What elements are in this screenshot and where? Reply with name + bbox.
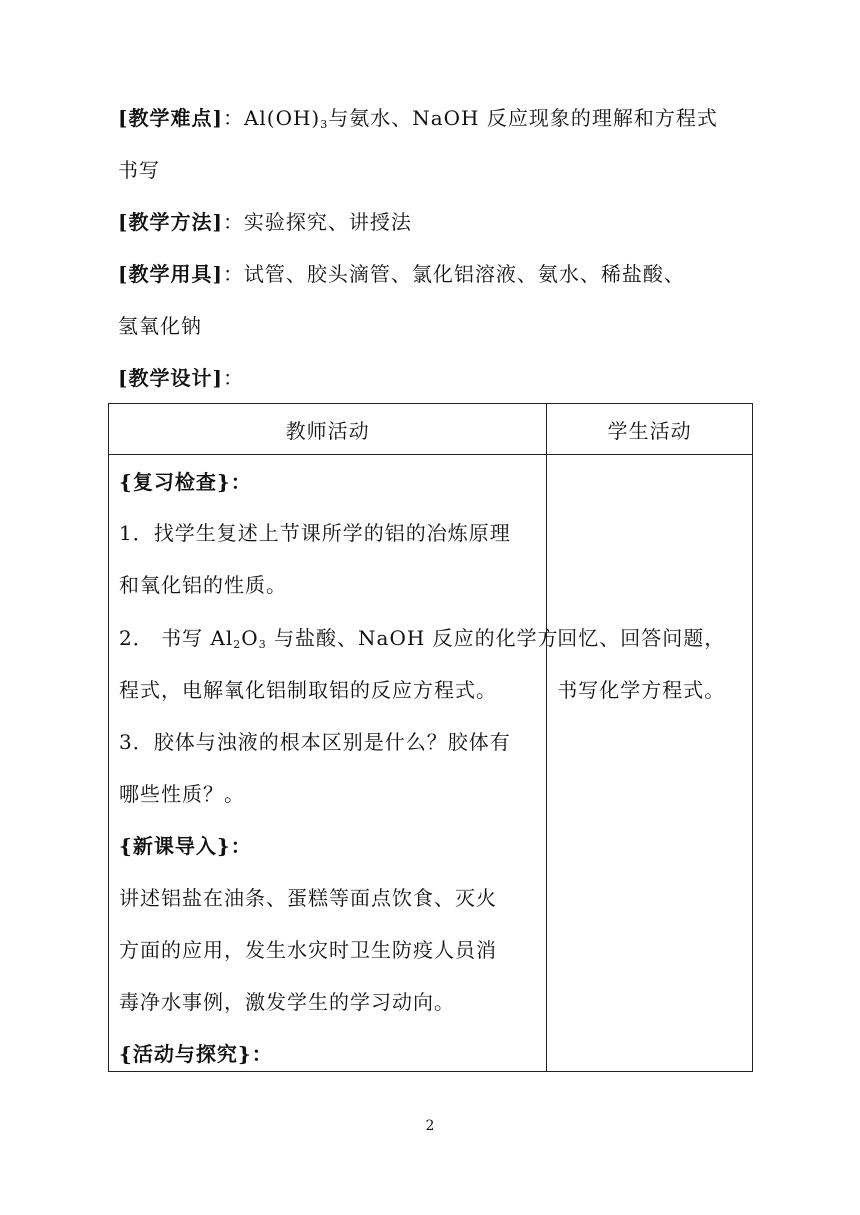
header-student-activity: 学生活动	[547, 404, 753, 455]
student-line-1: 回忆、回答问题，	[557, 626, 726, 650]
method-text: ：实验探究、讲授法	[222, 210, 412, 234]
subscript: 3	[320, 118, 329, 131]
subscript: 2	[233, 638, 242, 651]
header-teacher-activity: 教师活动	[109, 404, 547, 455]
item2-text-o: O	[241, 626, 259, 650]
design-colon: ：	[222, 366, 244, 390]
review-title: {复习检查}：	[119, 470, 252, 494]
review-item-1-line-2: 和氧化铝的性质。	[119, 573, 287, 597]
item2-text-a: 2． 书写 Al	[119, 626, 234, 650]
review-item-3-line-2: 哪些性质？。	[119, 782, 245, 806]
review-item-1-line-1: 1．找学生复述上节课所学的铝的冶炼原理	[119, 521, 511, 545]
difficulty-label: [教学难点]	[118, 106, 223, 130]
teacher-activity-cell	[109, 455, 559, 1072]
difficulty-line	[118, 105, 760, 131]
method-label: [教学方法]	[118, 210, 223, 234]
tools-line	[118, 261, 760, 287]
activity-title: {活动与探究}：	[119, 1042, 273, 1066]
difficulty-text-b: 与氨水、NaOH 反应现象的理解和方程式	[328, 106, 718, 130]
intro-line-3: 毒净水事例，激发学生的学习动向。	[119, 990, 455, 1014]
page-number: 2	[425, 1118, 435, 1134]
tools-label: [教学用具]	[118, 262, 223, 286]
review-item-2-line-2: 程式，电解氧化铝制取铝的反应方程式。	[119, 678, 497, 702]
intro-line-1: 讲述铝盐在油条、蛋糕等面点饮食、灭火	[119, 886, 497, 910]
difficulty-text-a: Al(OH)	[243, 106, 321, 130]
student-line-2: 书写化学方程式。	[557, 678, 726, 702]
review-item-3-line-1: 3．胶体与浊液的根本区别是什么？胶体有	[119, 730, 511, 754]
review-item-2-line-1	[119, 625, 559, 651]
subscript: 3	[258, 638, 267, 651]
difficulty-line-2: 书写	[118, 158, 160, 182]
item2-text-b: 与盐酸、NaOH 反应的化学方	[266, 626, 559, 650]
intro-line-2: 方面的应用，发生水灾时卫生防疫人员消	[119, 938, 497, 962]
student-activity-cell	[547, 455, 753, 1072]
difficulty-colon: ：	[222, 106, 244, 130]
intro-title: {新课导入}：	[119, 834, 252, 858]
tools-text-a: ：试管、胶头滴管、氯化铝溶液、氨水、稀盐酸、	[222, 262, 685, 286]
teaching-design-table	[108, 403, 753, 1072]
design-line	[118, 365, 760, 391]
tools-line-2: 氢氧化钠	[118, 314, 202, 338]
method-line	[118, 209, 760, 235]
design-label: [教学设计]	[118, 366, 223, 390]
